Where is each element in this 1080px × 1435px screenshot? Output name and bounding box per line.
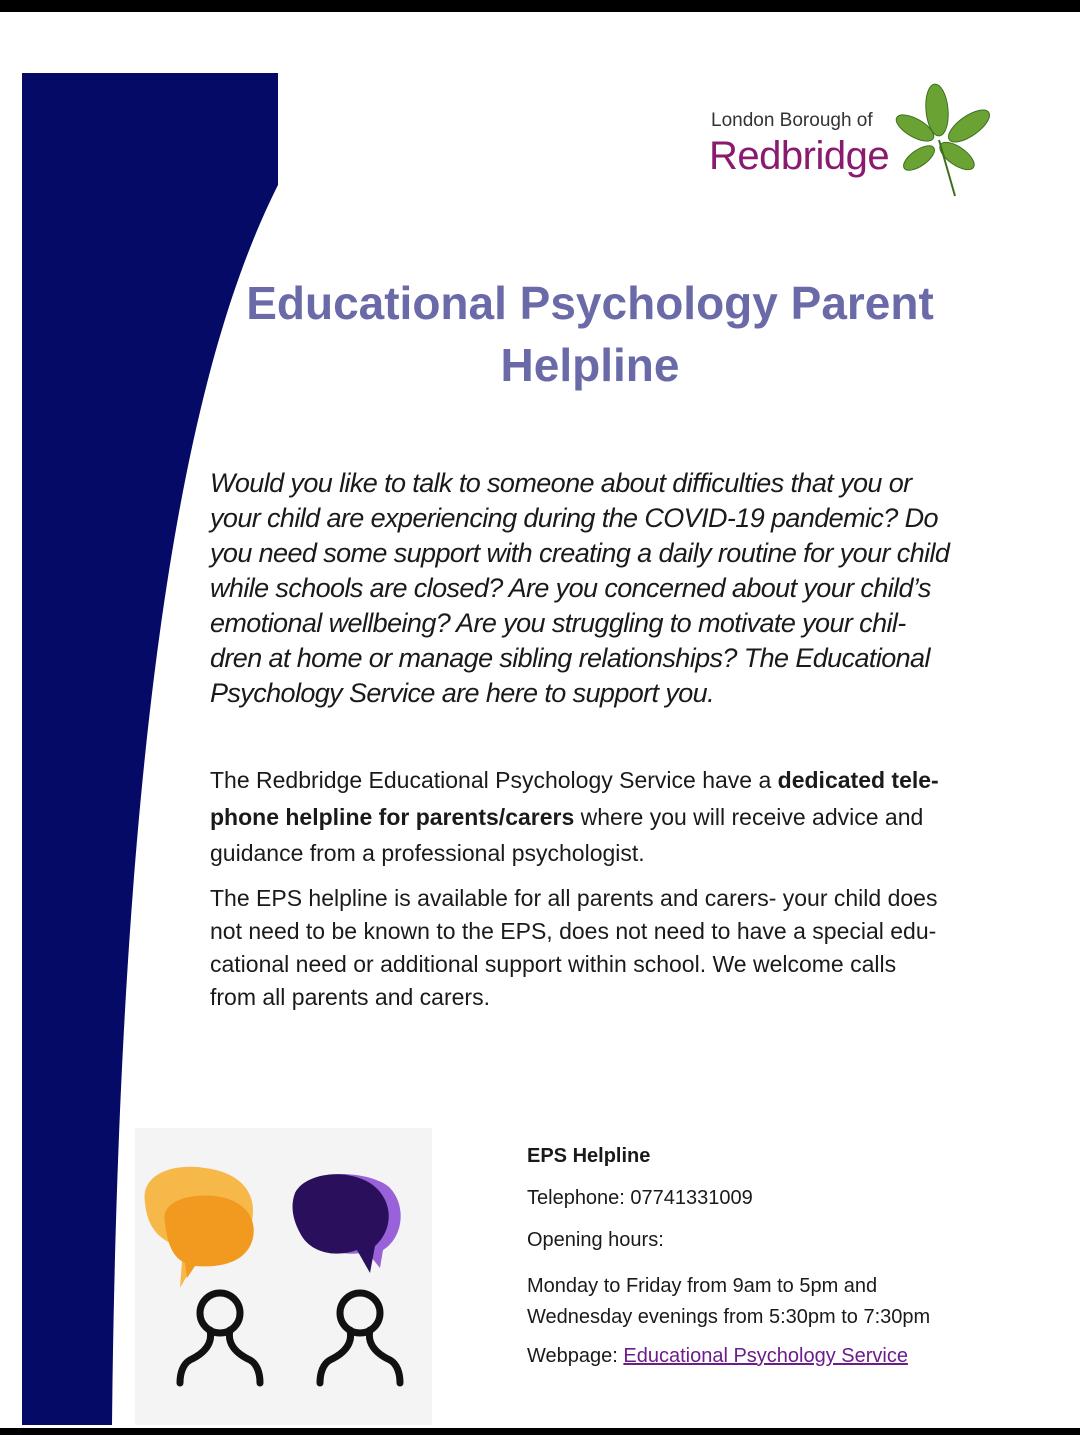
webpage-label: Webpage: bbox=[527, 1345, 624, 1367]
title-line: Educational Psychology Parent bbox=[246, 277, 934, 329]
opening-hours-schedule bbox=[527, 1271, 930, 1333]
webpage-row bbox=[527, 1345, 908, 1368]
eligibility-paragraph bbox=[210, 882, 980, 1014]
paragraph-line: cational need or additional support within school. We welcome calls bbox=[210, 951, 897, 977]
paragraph-line: not need to be known to the EPS, does not need to have a special edu- bbox=[210, 918, 937, 944]
schedule-line: Wednesday evenings from 5:30pm to 7:30pm bbox=[527, 1306, 931, 1328]
people-talking-icon bbox=[135, 1128, 432, 1425]
conversation-illustration bbox=[135, 1128, 432, 1425]
webpage-link[interactable]: Educational Psychology Service bbox=[623, 1345, 908, 1367]
telephone-number: Telephone: 07741331009 bbox=[527, 1187, 753, 1209]
logo-name: Redbridge bbox=[709, 134, 890, 178]
intro-line: dren at home or manage sibling relationships? The Educational bbox=[210, 643, 930, 673]
emphasis-text: dedicated tele- bbox=[777, 767, 939, 793]
intro-paragraph bbox=[210, 466, 980, 711]
paragraph-text: The Redbridge Educational Psychology Service have a bbox=[210, 767, 778, 793]
schedule-line: Monday to Friday from 9am to 5pm and bbox=[527, 1275, 878, 1297]
opening-hours-label: Opening hours: bbox=[527, 1229, 664, 1251]
paragraph-line bbox=[210, 762, 980, 799]
redbridge-logo bbox=[700, 80, 1010, 210]
emphasis-text: phone helpline for parents/carers bbox=[210, 803, 575, 830]
paragraph-line bbox=[210, 799, 980, 836]
page-title bbox=[220, 272, 960, 396]
bottom-border bbox=[0, 1428, 1080, 1435]
intro-line: Would you like to talk to someone about difficulties that you or bbox=[210, 468, 912, 498]
helpline-description bbox=[210, 762, 980, 872]
title-line: Helpline bbox=[500, 339, 680, 391]
contact-heading: EPS Helpline bbox=[527, 1145, 651, 1167]
intro-line: Psychology Service are here to support you. bbox=[210, 678, 714, 708]
intro-line: you need some support with creating a daily routine for your child bbox=[210, 538, 950, 568]
chestnut-leaf-icon bbox=[895, 80, 1005, 205]
intro-line: while schools are closed? Are you concerned about your child’s bbox=[210, 573, 931, 603]
paragraph-line: The EPS helpline is available for all parents and carers- your child does bbox=[210, 885, 938, 911]
intro-line: emotional wellbeing? Are you struggling to motivate your chil- bbox=[210, 608, 906, 638]
paragraph-line: guidance from a professional psychologist. bbox=[210, 840, 645, 866]
paragraph-line: from all parents and carers. bbox=[210, 984, 490, 1010]
intro-line: your child are experiencing during the COVID-19 pandemic? Do bbox=[210, 503, 938, 533]
logo-prefix: London Borough of bbox=[711, 110, 873, 131]
paragraph-text: where you will receive advice and bbox=[574, 803, 924, 830]
